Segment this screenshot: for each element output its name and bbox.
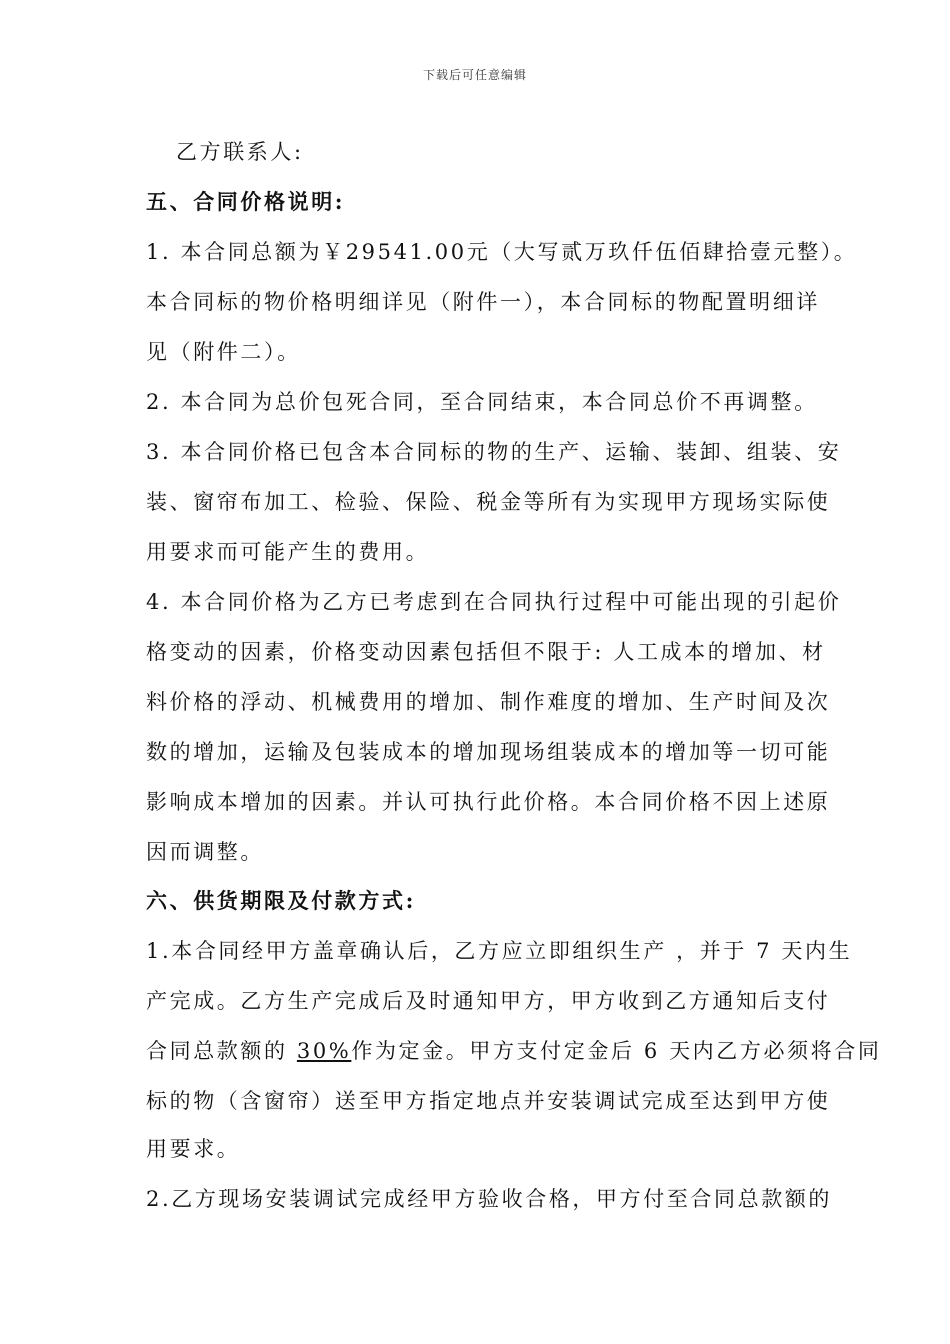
section-5-title: 五、合同价格说明: [146, 189, 346, 214]
section-6-title: 六、供货期限及付款方式: [146, 888, 416, 913]
s5-line-12: 影响成本增加的因素。并认可执行此价格。本合同价格不因上述原 [146, 790, 831, 814]
s5-line-1: 1. 本合同总额为￥29541.00元（大写贰万玖仟伍佰肆拾壹元整）。 [146, 240, 858, 264]
s6-line-4: 标的物（含窗帘）送至甲方指定地点并安装调试完成至达到甲方使 [146, 1089, 831, 1113]
s5-line-4: 2. 本合同为总价包死合同，至合同结束，本合同总价不再调整。 [146, 390, 818, 414]
contact-line: 乙方联系人: [176, 140, 304, 164]
header-note: 下载后可任意编辑 [422, 68, 527, 82]
s5-line-5: 3. 本合同价格已包含本合同标的物的生产、运输、装卸、组装、安 [146, 440, 842, 464]
s5-line-2: 本合同标的物价格明细详见（附件一），本合同标的物配置明细详 [146, 290, 820, 314]
s5-line-9: 格变动的因素，价格变动因素包括但不限于: 人工成本的增加、材 [146, 640, 826, 664]
s6-line-5: 用要求。 [146, 1137, 241, 1161]
s5-line-6: 装、窗帘布加工、检验、保险、税金等所有为实现甲方现场实际使 [146, 490, 831, 514]
s5-line-10: 料价格的浮动、机械费用的增加、制作难度的增加、生产时间及次 [146, 690, 831, 714]
s5-line-13: 因而调整。 [146, 840, 264, 864]
s6-line-2: 产完成。乙方生产完成后及时通知甲方，甲方收到乙方通知后支付 [146, 989, 831, 1013]
s6-deposit-post: 作为定金。甲方支付定金后 6 天内乙方必须将合同 [351, 1039, 882, 1063]
s5-line-11: 数的增加，运输及包装成本的增加现场组装成本的增加等一切可能 [146, 740, 831, 764]
s6-line-1: 1.本合同经甲方盖章确认后，乙方应立即组织生产 ，并于 7 天内生 [146, 939, 853, 963]
deposit-percent: 30% [296, 1039, 352, 1063]
s5-line-3: 见（附件二）。 [146, 340, 301, 364]
s5-line-8: 4. 本合同价格为乙方已考虑到在合同执行过程中可能出现的引起价 [146, 590, 842, 614]
s5-line-7: 用要求而可能产生的费用。 [146, 540, 430, 564]
s6-deposit-pre: 合同总款额的 [146, 1039, 297, 1063]
s6-line-6: 2.乙方现场安装调试完成经甲方验收合格，甲方付至合同总款额的 [146, 1187, 833, 1211]
s6-deposit-line [146, 1036, 881, 1066]
